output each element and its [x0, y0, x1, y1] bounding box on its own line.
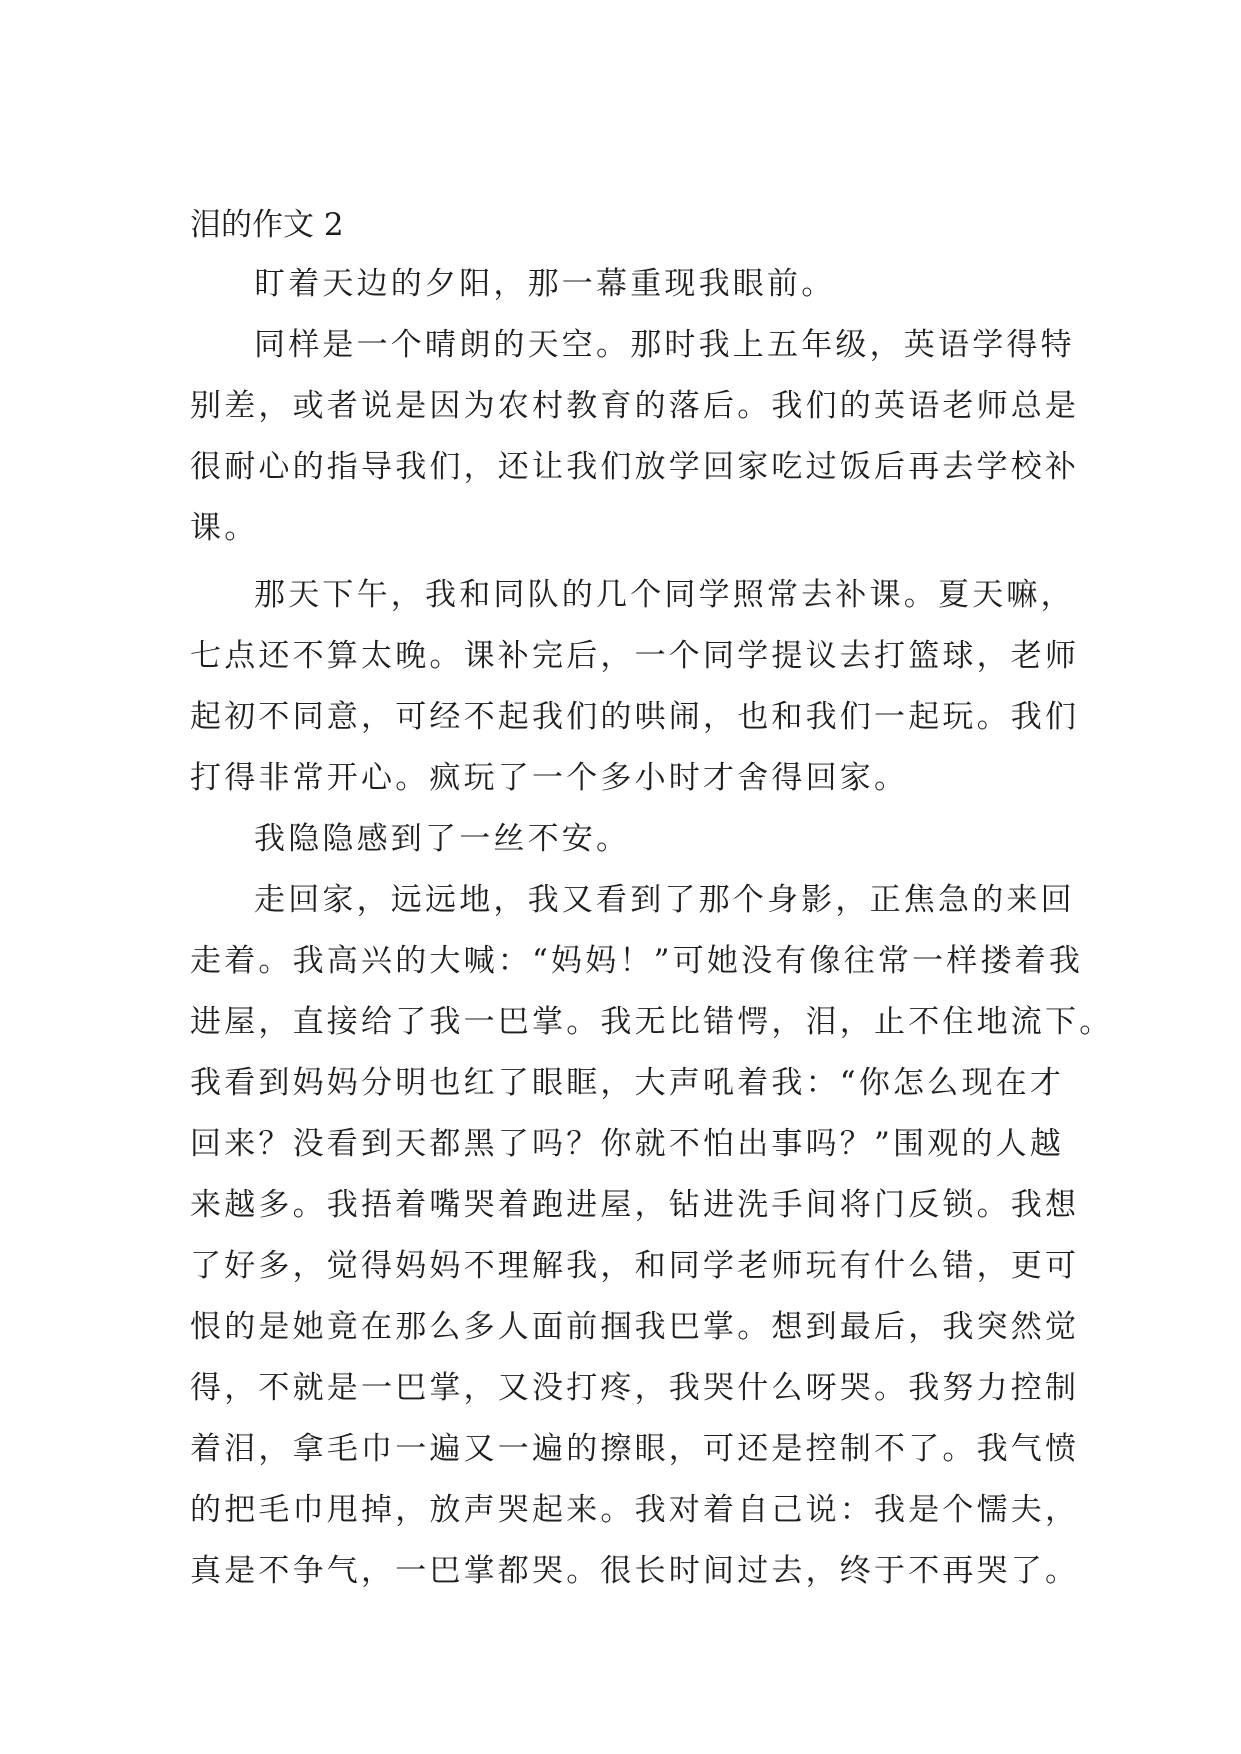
- paragraph-line: 很耐心的指导我们，还让我们放学回家吃过饭后再去学校补: [190, 449, 1080, 485]
- paragraph-line: 课。: [190, 510, 259, 546]
- paragraph-line: 回来？没看到天都黑了吗？你就不怕出事吗？”围观的人越: [190, 1126, 1065, 1162]
- paragraph-3: [190, 565, 1080, 809]
- paragraph-line: 真是不争气，一巴掌都哭。很长时间过去，终于不再哭了。: [190, 1553, 1080, 1589]
- paragraph-line: 七点还不算太晚。课补完后，一个同学提议去打篮球，老师: [190, 638, 1080, 674]
- paragraph-line: 了好多，觉得妈妈不理解我，和同学老师玩有什么错，更可: [190, 1248, 1080, 1284]
- paragraph-line: 走着。我高兴的大喊：“妈妈！”可她没有像往常一样搂着我: [190, 943, 1084, 979]
- document-title: 泪的作文 2: [190, 207, 344, 243]
- paragraph-line: 别差，或者说是因为农村教育的落后。我们的英语老师总是: [190, 388, 1080, 424]
- paragraph-line: 得，不就是一巴掌，又没打疼，我哭什么呀哭。我努力控制: [190, 1370, 1080, 1406]
- paragraph-line: 同样是一个晴朗的天空。那时我上五年级，英语学得特: [254, 327, 1075, 363]
- paragraph-line: 走回家，远远地，我又看到了那个身影，正焦急的来回: [254, 882, 1075, 918]
- paragraph-line: 起初不同意，可经不起我们的哄闹，也和我们一起玩。我们: [190, 699, 1080, 735]
- paragraph-line: 来越多。我捂着嘴哭着跑进屋，钻进洗手间将门反锁。我想: [190, 1187, 1080, 1223]
- paragraph-line: 那天下午，我和同队的几个同学照常去补课。夏天嘛，: [254, 577, 1075, 613]
- paragraph-line: 的把毛巾甩掉，放声哭起来。我对着自己说：我是个懦夫，: [190, 1492, 1080, 1528]
- paragraph-1: [190, 254, 1070, 315]
- paragraph-line: 着泪，拿毛巾一遍又一遍的擦眼，可还是控制不了。我气愤: [190, 1431, 1080, 1467]
- document-body: [190, 196, 1114, 1602]
- paragraph-5: [190, 870, 1114, 1602]
- paragraph-line: 进屋，直接给了我一巴掌。我无比错愕，泪，止不住地流下。: [190, 1004, 1114, 1040]
- paragraph-4: [190, 809, 1070, 870]
- paragraph-line: 盯着天边的夕阳，那一幕重现我眼前。: [254, 266, 836, 302]
- paragraph-line: 我隐隐感到了一丝不安。: [254, 821, 631, 857]
- paragraph-line: 恨的是她竟在那么多人面前掴我巴掌。想到最后，我突然觉: [190, 1309, 1080, 1345]
- paragraph-line: 打得非常开心。疯玩了一个多小时才舍得回家。: [190, 760, 909, 796]
- paragraph-2: [190, 315, 1080, 559]
- paragraph-line: 我看到妈妈分明也红了眼眶，大声吼着我：“你怎么现在才: [190, 1065, 1065, 1101]
